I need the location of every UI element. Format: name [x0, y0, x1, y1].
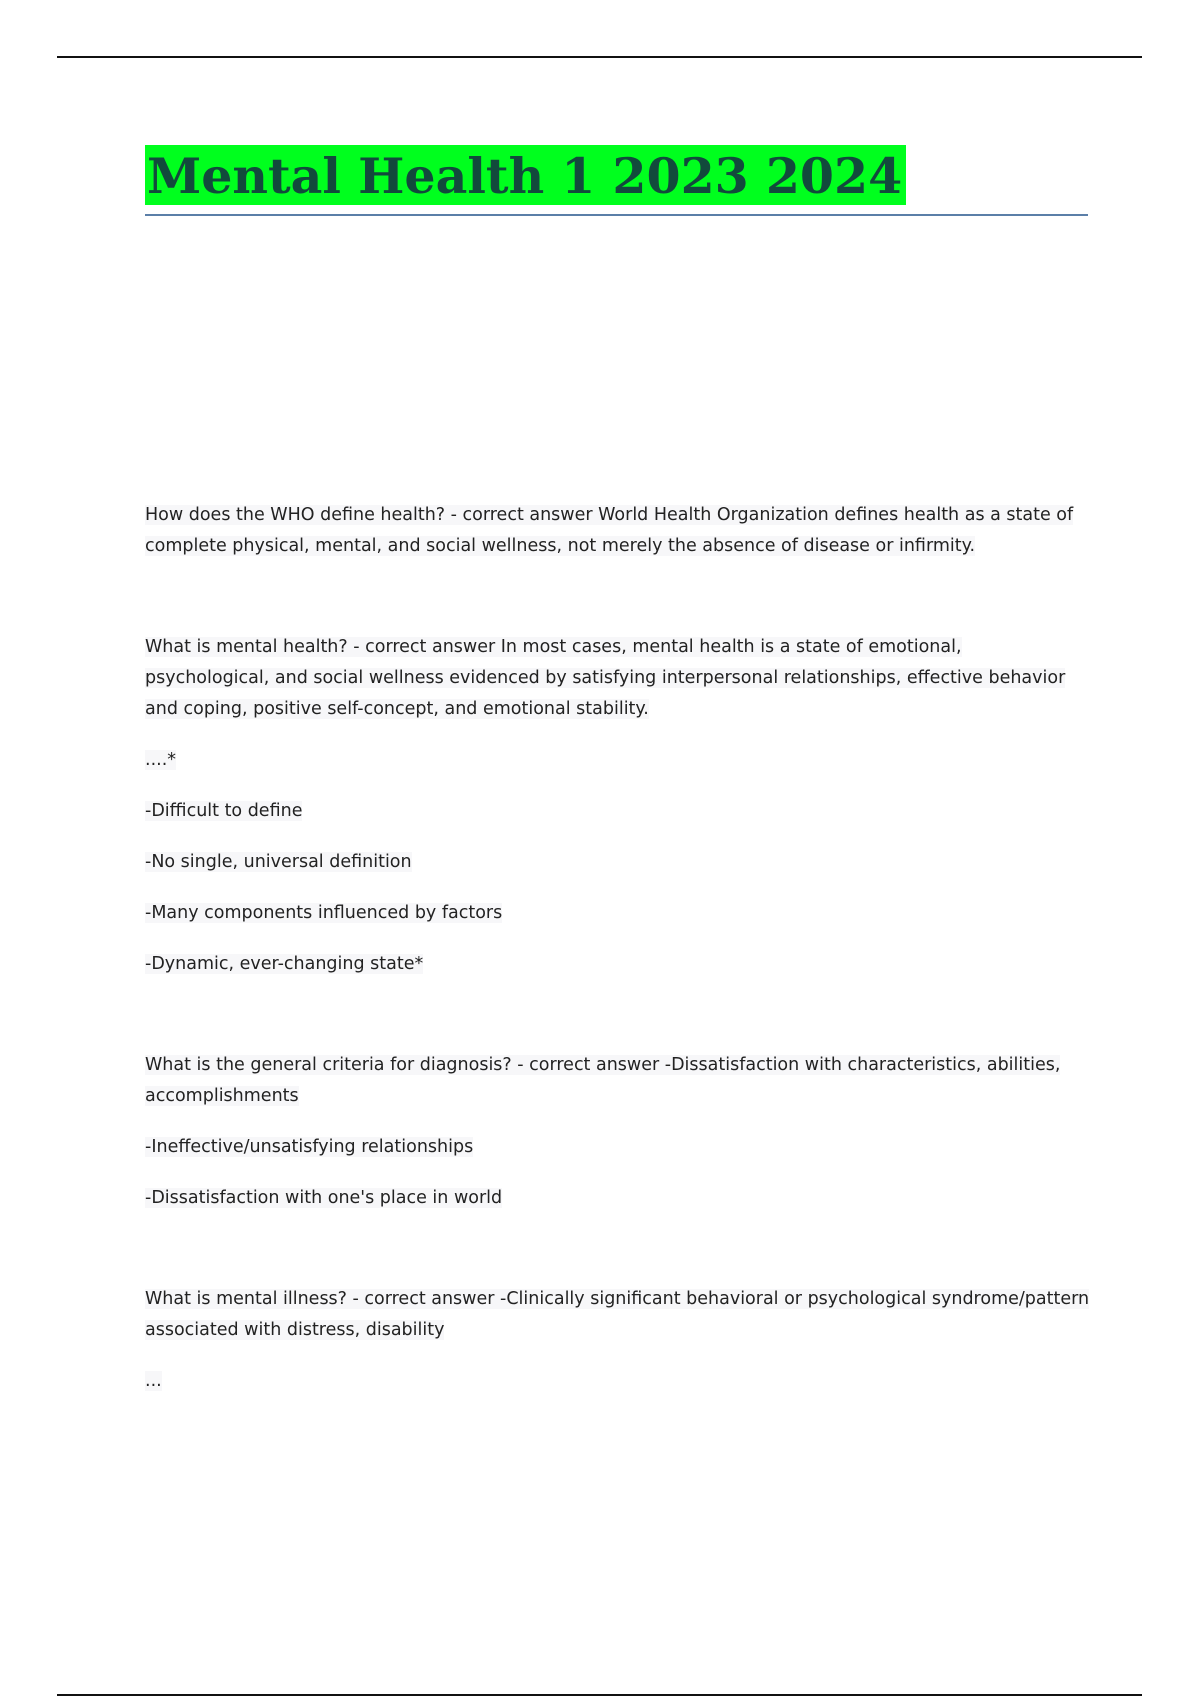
qa-line-text: -No single, universal definition	[145, 852, 412, 872]
document-body	[145, 500, 1090, 1397]
qa-line	[145, 796, 1090, 827]
title-underline	[145, 214, 1088, 216]
qa-question	[145, 500, 1090, 562]
qa-question-text: What is the general criteria for diagnosis? - correct answer -Dissatisfaction with characteristics, abilities, accomplishments	[145, 1055, 1061, 1106]
qa-line-text: ....*	[145, 750, 177, 770]
title-block	[145, 145, 906, 205]
qa-line-text: -Dissatisfaction with one's place in world	[145, 1188, 503, 1208]
qa-line	[145, 745, 1090, 776]
qa-line	[145, 847, 1090, 878]
qa-question	[145, 1050, 1090, 1112]
qa-line-text: -Dynamic, ever-changing state*	[145, 954, 424, 974]
page-top-rule	[57, 56, 1142, 58]
qa-question-text: What is mental illness? - correct answer -Clinically significant behavioral or psychological syndrome/pattern associated with distress, disability	[145, 1289, 1090, 1340]
qa-line-text: -Difficult to define	[145, 801, 303, 821]
qa-line	[145, 1183, 1090, 1214]
qa-line	[145, 898, 1090, 929]
qa-question	[145, 1284, 1090, 1346]
qa-line	[145, 1366, 1090, 1397]
qa-line-text: -Many components influenced by factors	[145, 903, 503, 923]
document-title: Mental Health 1 2023 2024	[145, 145, 906, 205]
qa-line	[145, 949, 1090, 980]
qa-line	[145, 1132, 1090, 1163]
qa-question-text: How does the WHO define health? - correct answer World Health Organization defines health as a state of complete physical, mental, and social wellness, not merely the absence of disease or infirmity.	[145, 505, 1074, 556]
qa-question	[145, 632, 1090, 725]
page-bottom-rule	[57, 1694, 1142, 1696]
qa-question-text: What is mental health? - correct answer In most cases, mental health is a state of emotional, psychological, and social wellness evidenced by satisfying interpersonal relationships, effective behavior and coping, positive self-concept, and emotional stability.	[145, 637, 1066, 719]
qa-line-text: -Ineffective/unsatisfying relationships	[145, 1137, 474, 1157]
qa-line-text: ...	[145, 1371, 162, 1391]
